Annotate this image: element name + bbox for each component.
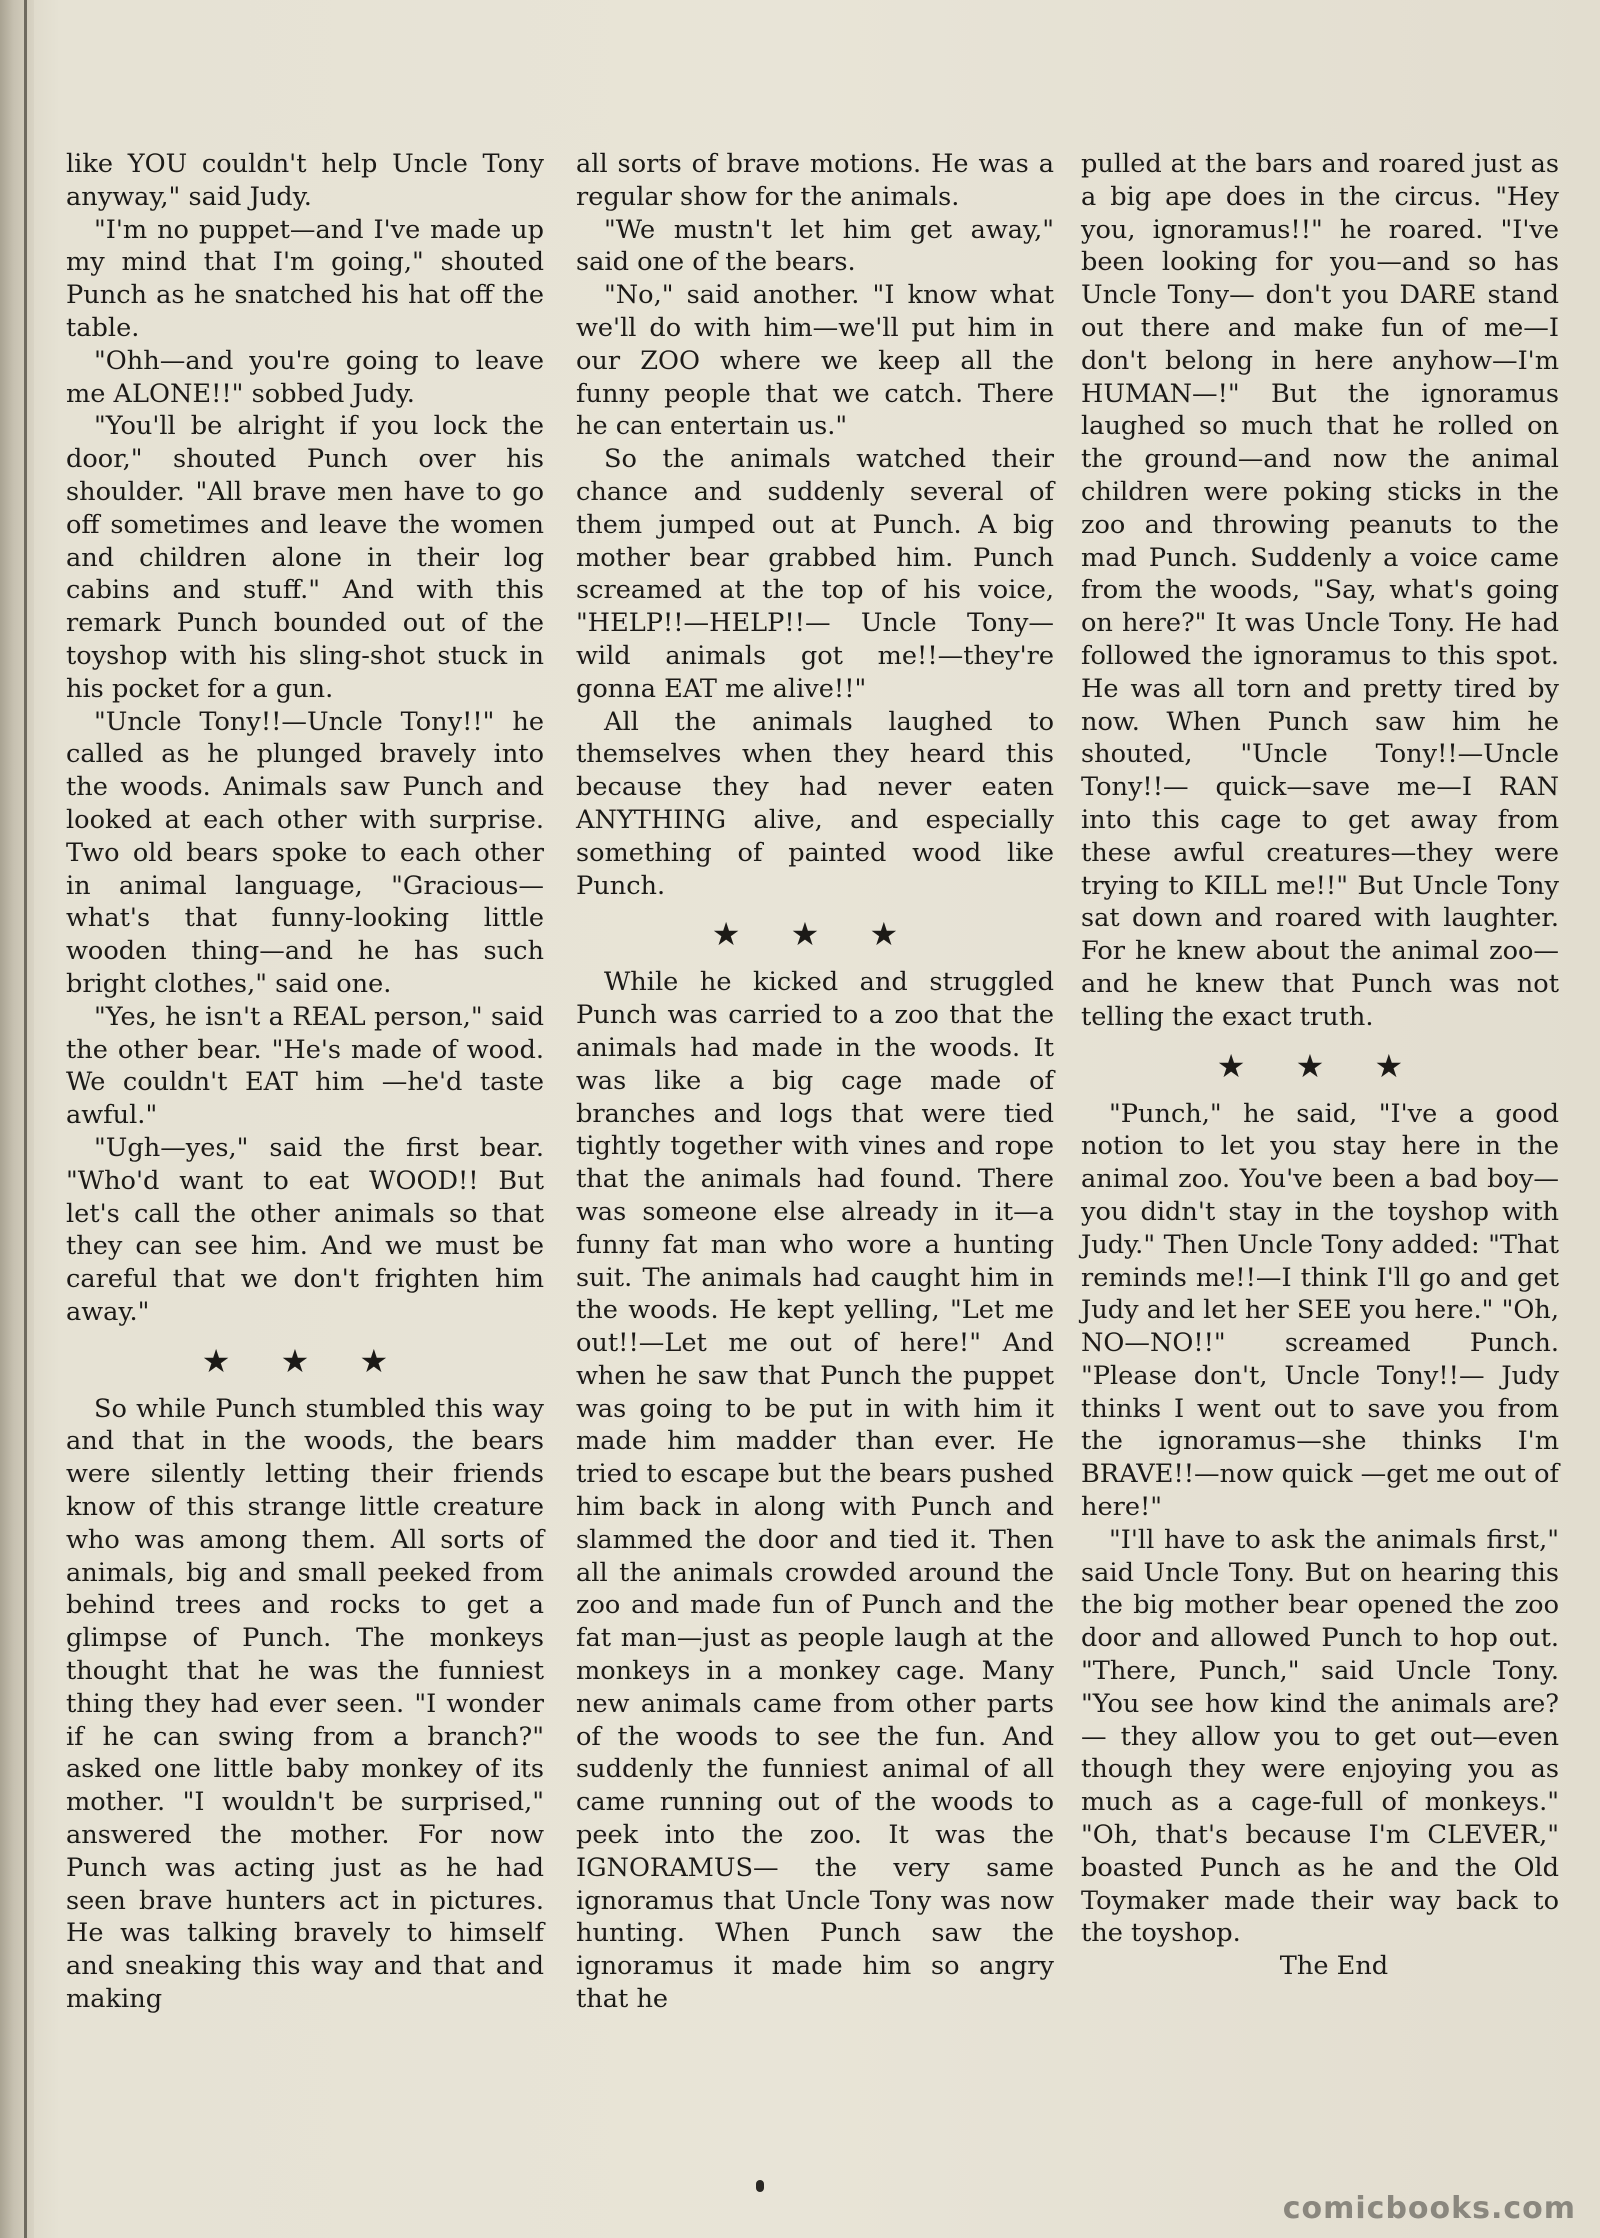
story-paragraph: all sorts of brave motions. He was a regular show for the animals. — [576, 149, 1054, 212]
text-column-3 — [1081, 148, 1559, 1983]
binding-fold-line — [24, 0, 27, 2238]
story-paragraph: So the animals watched their chance and suddenly several of them jumped out at Punch. A big mother bear grabbed him. Punch screamed at the top of his voice, "HELP!!—HELP!!— Uncle Tony—wild animals got me!!—they're gonna EAT me alive!!" — [576, 444, 1054, 704]
page-binding — [0, 0, 34, 2238]
story-paragraph: "We mustn't let him get away," said one of the bears. — [576, 214, 1054, 278]
story-paragraph: "Yes, he isn't a REAL person," said the other bear. "He's made of wood. We couldn't EAT him —he'd taste awful." — [66, 1001, 544, 1131]
story-paragraph: "I'm no puppet—and I've made up my mind that I'm going," shouted Punch as he snatched his hat off the table. — [66, 214, 544, 343]
site-watermark: comicbooks.com — [1282, 2191, 1576, 2226]
story-paragraph: "You'll be alright if you lock the door," shouted Punch over his shoulder. "All brave men have to go off sometimes and leave the women and children alone in their log cabins and stuff." And with this remark Punch bounded out of the toyshop with his sling-shot stuck in his pocket for a gun. — [66, 411, 544, 704]
story-paragraph: "Punch," he said, "I've a good notion to let you stay here in the animal zoo. You've been a bad boy—you didn't stay in the toyshop with Judy." Then Uncle Tony added: "That reminds me!!—I think I'll go and get Judy and let her SEE you here." "Oh, NO—NO!!" screamed Punch. "Please don't, Uncle Tony!!— Judy thinks I went out to save you from the ignoramus—she thinks I'm BRAVE!!—now quick —get me out of here!" — [1081, 1098, 1559, 1523]
story-paragraph: "No," said another. "I know what we'll do with him—we'll put him in our ZOO where we keep all the funny people that we catch. There he can entertain us." — [576, 280, 1054, 442]
story-paragraph: like YOU couldn't help Uncle Tony anyway," said Judy. — [66, 149, 544, 212]
section-break-stars: ★ ★ ★ — [711, 915, 919, 954]
text-column-1 — [66, 148, 544, 2016]
story-paragraph: "Ugh—yes," said the first bear. "Who'd want to eat WOOD!! But let's call the other animals so that they can see him. And we must be careful that we don't frighten him away." — [66, 1132, 544, 1327]
story-paragraph: "I'll have to ask the animals first," said Uncle Tony. But on hearing this the big mother bear opened the zoo door and allowed Punch to hop out. "There, Punch," said Uncle Tony. "You see how kind the animals are?— they allow you to get out—even though they were enjoying you as much as a cage-full of monkeys." "Oh, that's because I'm CLEVER," boasted Punch as he and the Old Toymaker made their way back to the toyshop. — [1081, 1524, 1559, 1949]
ink-speck — [756, 2180, 764, 2192]
story-paragraph: So while Punch stumbled this way and that in the woods, the bears were silently letting their friends know of this strange little creature who was among them. All sorts of animals, big and small peeked from behind trees and rocks to get a glimpse of Punch. The monkeys thought that he was the funniest thing they had ever seen. "I wonder if he can swing from a branch?" asked one little baby monkey of its mother. "I wouldn't be surprised," answered the mother. For now Punch was acting just as he had seen brave hunters act in pictures. He was talking bravely to himself and sneaking this way and that and making — [66, 1393, 544, 2015]
story-paragraph: pulled at the bars and roared just as a big ape does in the circus. "Hey you, ignoramus!!" he roared. "I've been looking for you—and so has Uncle Tony— don't you DARE stand out there and make fun of me—I don't belong in here anyhow—I'm HUMAN—!" But the ignoramus laughed so much that he rolled on the ground—and now the animal children were poking sticks in the zoo and throwing peanuts to the mad Punch. Suddenly a voice came from the woods, "Say, what's going on here?" It was Uncle Tony. He had followed the ignoramus to this spot. He was all torn and pretty tired by now. When Punch saw him he shouted, "Uncle Tony!!—Uncle Tony!!— quick—save me—I RAN into this cage to get away from these awful creatures—they were trying to KILL me!!" But Uncle Tony sat down and roared with laughter. For he knew about the animal zoo—and he knew that Punch was not telling the exact truth. — [1081, 149, 1559, 1032]
story-end-label: The End — [1279, 1951, 1389, 1982]
section-break-stars: ★ ★ ★ — [201, 1341, 409, 1380]
story-paragraph: While he kicked and struggled Punch was carried to a zoo that the animals had made in the woods. It was like a big cage made of branches and logs that were tied tightly together with vines and rope that the animals had found. There was someone else already in it—a funny fat man who wore a hunting suit. The animals had caught him in the woods. He kept yelling, "Let me out!!—Let me out of here!" And when he saw that Punch the puppet was going to be put in with him it made him madder than ever. He tried to escape but the bears pushed him back in along with Punch and slammed the door and tied it. Then all the animals crowded around the zoo and made fun of Punch and the fat man—just as people laugh at the monkeys in a monkey cage. Many new animals came from other parts of the woods to see the fun. And suddenly the funniest animal of all came running out of the woods to peek into the zoo. It was the IGNORAMUS— the very same ignoramus that Uncle Tony was now hunting. When Punch saw the ignoramus it made him so angry that he — [576, 967, 1054, 2015]
text-column-2 — [576, 148, 1054, 2016]
story-paragraph: "Uncle Tony!!—Uncle Tony!!" he called as he plunged bravely into the woods. Animals saw Punch and looked at each other with surprise. Two old bears spoke to each other in animal language, "Gracious—what's that funny-looking little wooden thing—and he has such bright clothes," said one. — [66, 706, 544, 999]
story-paragraph: "Ohh—and you're going to leave me ALONE!!" sobbed Judy. — [66, 345, 544, 409]
section-break-stars: ★ ★ ★ — [1216, 1046, 1424, 1085]
story-paragraph: All the animals laughed to themselves when they heard this because they had never eaten ANYTHING alive, and especially something of painted wood like Punch. — [576, 706, 1054, 901]
